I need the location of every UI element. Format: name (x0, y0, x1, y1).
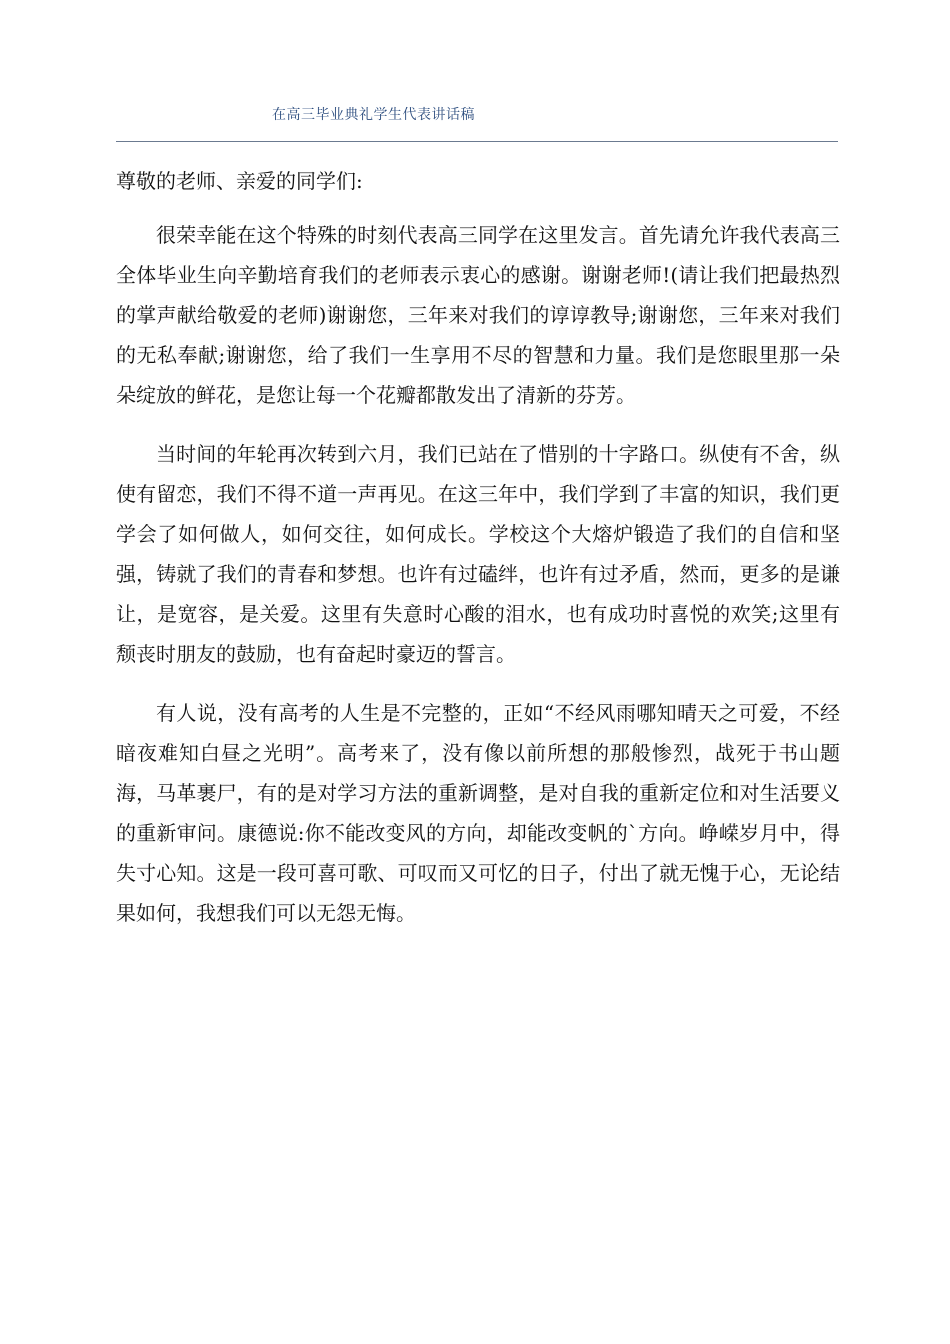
salutation: 尊敬的老师、亲爱的同学们: (116, 169, 363, 193)
header-title: 在高三毕业典礼学生代表讲话稿 (272, 107, 475, 123)
header-divider (116, 141, 838, 142)
paragraph-1: 很荣幸能在这个特殊的时刻代表高三同学在这里发言。首先请允许我代表高三全体毕业生向辛勤培育我们的老师表示衷心的感谢。谢谢老师!(请让我们把最热烈的掌声献给敬爱的老师)谢谢您，三年来对我们的谆谆教导;谢谢您，三年来对我们的无私奉献;谢谢您，给了我们一生享用不尽的智慧和力量。我们是您眼里那一朵朵绽放的鲜花，是您让每一个花瓣都散发出了清新的芬芳。 (116, 223, 840, 407)
document-body (116, 161, 840, 952)
paragraph-2: 当时间的年轮再次转到六月，我们已站在了惜别的十字路口。纵使有不舍，纵使有留恋，我们不得不道一声再见。在这三年中，我们学到了丰富的知识，我们更学会了如何做人，如何交往，如何成长。学校这个大熔炉锻造了我们的自信和坚强，铸就了我们的青春和梦想。也许有过磕绊，也许有过矛盾，然而，更多的是谦让，是宽容，是关爱。这里有失意时心酸的泪水，也有成功时喜悦的欢笑;这里有颓丧时朋友的鼓励，也有奋起时豪迈的誓言。 (116, 442, 840, 666)
paragraph-3: 有人说，没有高考的人生是不完整的，正如“不经风雨哪知晴天之可爱，不经暗夜难知白昼之光明”。高考来了，没有像以前所想的那般惨烈，战死于书山题海，马革裹尸，有的是对学习方法的重新调整，是对自我的重新定位和对生活要义的重新审问。康德说:你不能改变风的方向，却能改变帆的`方向。峥嵘岁月中，得失寸心知。这是一段可喜可歌、可叹而又可忆的日子，付出了就无愧于心，无论结果如何，我想我们可以无怨无悔。 (116, 701, 840, 925)
